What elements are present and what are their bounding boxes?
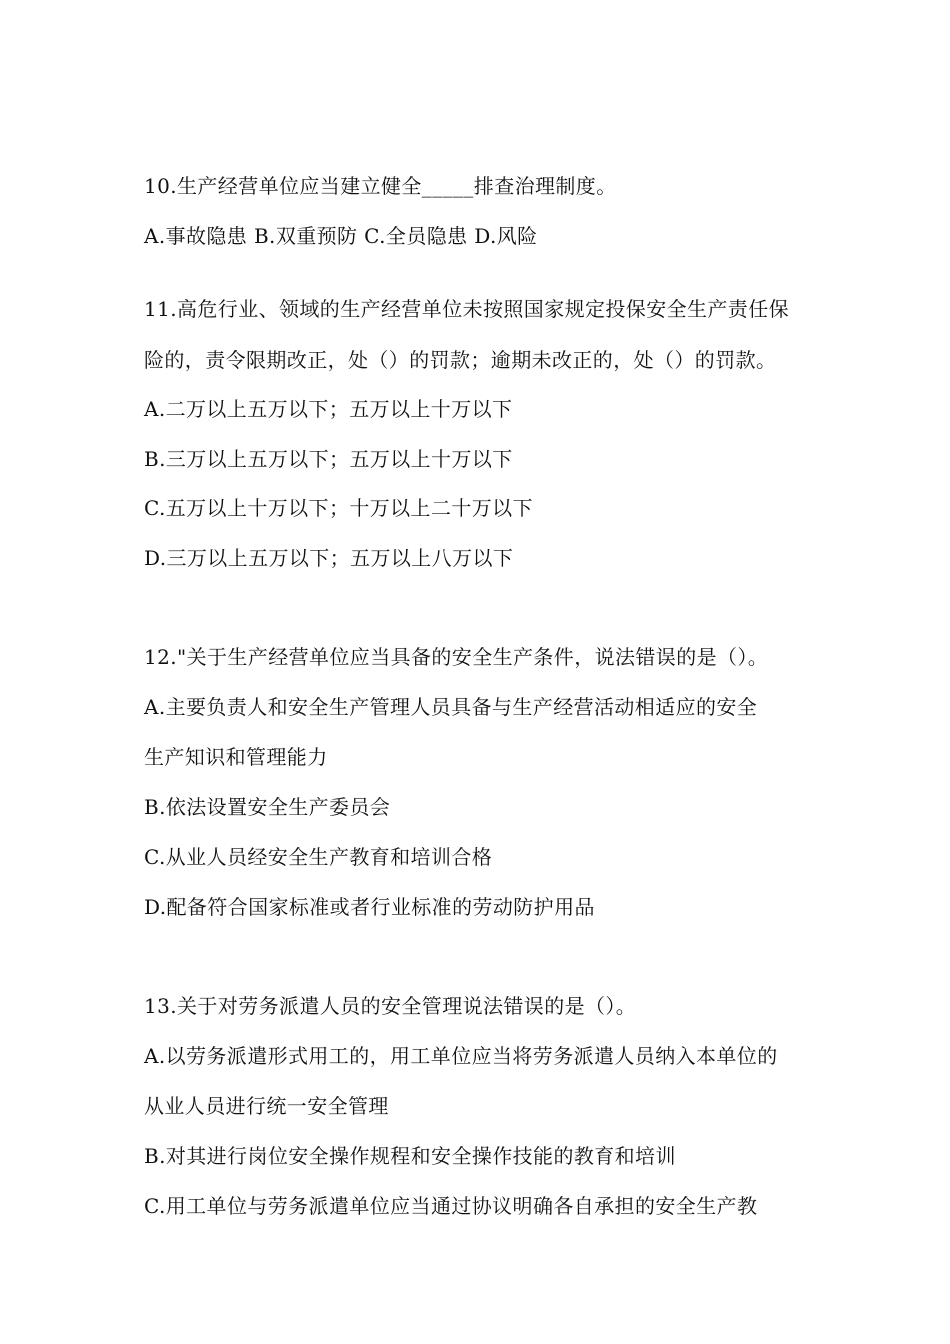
question-12-option-c: C.从业人员经安全生产教育和培训合格: [144, 845, 493, 869]
question-11-option-a: A.二万以上五万以下；五万以上十万以下: [144, 397, 513, 421]
question-13-stem: 13.关于对劳务派遣人员的安全管理说法错误的是（）。: [144, 994, 637, 1018]
question-12-stem: 12."关于生产经营单位应当具备的安全生产条件，说法错误的是（）。: [144, 645, 769, 669]
question-12-option-a-line-2: 生产知识和管理能力: [144, 745, 328, 769]
question-10-stem: 10.生产经营单位应当建立健全_____排查治理制度。: [144, 174, 617, 198]
question-11-option-d: D.三万以上五万以下；五万以上八万以下: [144, 546, 514, 570]
question-13-option-c-line-1: C.用工单位与劳务派遣单位应当通过协议明确各自承担的安全生产教: [144, 1194, 758, 1218]
question-12-option-a-line-1: A.主要负责人和安全生产管理人员具备与生产经营活动相适应的安全: [144, 695, 758, 719]
question-12-option-b: B.依法设置安全生产委员会: [144, 795, 391, 819]
question-12-option-d: D.配备符合国家标准或者行业标准的劳动防护用品: [144, 895, 595, 919]
question-11-stem-line-2: 险的，责令限期改正，处（）的罚款；逾期未改正的，处（）的罚款。: [144, 348, 777, 372]
question-11-option-c: C.五万以上十万以下；十万以上二十万以下: [144, 496, 533, 520]
question-11-option-b: B.三万以上五万以下；五万以上十万以下: [144, 447, 513, 471]
question-13-option-a-line-1: A.以劳务派遣形式用工的，用工单位应当将劳务派遣人员纳入本单位的: [144, 1044, 778, 1068]
question-13-option-a-line-2: 从业人员进行统一安全管理: [144, 1094, 389, 1118]
question-10-options: A.事故隐患 B.双重预防 C.全员隐患 D.风险: [144, 224, 538, 248]
question-11-stem-line-1: 11.高危行业、领域的生产经营单位未按照国家规定投保安全生产责任保: [144, 297, 790, 321]
question-13-option-b: B.对其进行岗位安全操作规程和安全操作技能的教育和培训: [144, 1144, 676, 1168]
